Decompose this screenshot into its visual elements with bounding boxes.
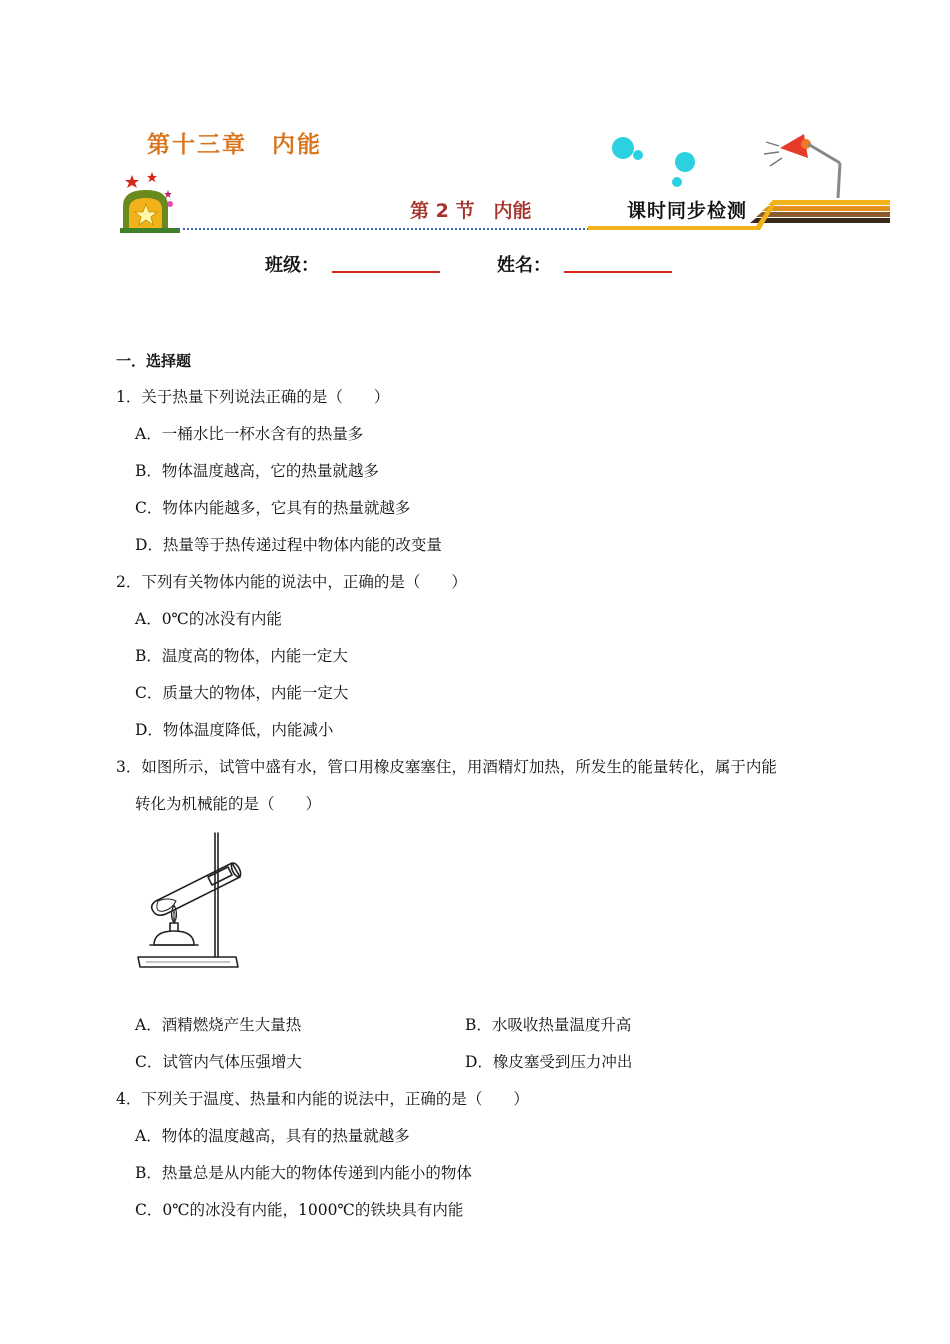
question-3-stem-line-2: 转化为机械能的是（ ） — [135, 795, 322, 813]
question-2-option-a: A．0℃的冰没有内能 — [135, 610, 282, 628]
question-4-option-b: B．热量总是从内能大的物体传递到内能小的物体 — [135, 1164, 472, 1182]
question-3-stem-line-1: 3．如图所示，试管中盛有水，管口用橡皮塞塞住，用酒精灯加热，所发生的能量转化，属于内能 — [116, 758, 777, 776]
question-3-option-c: C．试管内气体压强增大 — [135, 1053, 302, 1071]
question-1-option-b: B．物体温度越高，它的热量就越多 — [135, 462, 379, 480]
question-2-option-c: C．质量大的物体，内能一定大 — [135, 684, 349, 702]
class-field[interactable] — [332, 271, 440, 273]
sync-test-label: 课时同步检测 — [627, 200, 748, 222]
question-1-option-c: C．物体内能越多，它具有的热量就越多 — [135, 499, 411, 517]
star-badge-icon — [118, 170, 180, 234]
desk-lamp-icon — [762, 128, 852, 203]
question-3-option-a: A．酒精燃烧产生大量热 — [135, 1016, 302, 1034]
name-label: 姓名： — [497, 255, 551, 276]
question-2-stem: 2．下列有关物体内能的说法中，正确的是（ ） — [116, 573, 467, 591]
name-field[interactable] — [564, 271, 672, 273]
bubbles-icon — [608, 132, 703, 192]
question-3-option-d: D．橡皮塞受到压力冲出 — [465, 1053, 633, 1071]
banner-dotted-line — [178, 228, 593, 230]
question-2-option-b: B．温度高的物体，内能一定大 — [135, 647, 348, 665]
question-1-option-a: A．一桶水比一杯水含有的热量多 — [135, 425, 364, 443]
question-2-option-d: D．物体温度降低，内能减小 — [135, 721, 334, 739]
question-3-option-b: B．水吸收热量温度升高 — [465, 1016, 632, 1034]
class-label: 班级： — [265, 255, 319, 276]
test-tube-apparatus-figure — [136, 827, 246, 975]
section-heading: 一．选择题 — [116, 352, 192, 370]
question-4-option-c: C．0℃的冰没有内能，1000℃的铁块具有内能 — [135, 1201, 464, 1219]
question-1-option-d: D．热量等于热传递过程中物体内能的改变量 — [135, 536, 442, 554]
section-title: 第 2 节 内能 — [410, 200, 532, 222]
chapter-title: 第十三章 内能 — [147, 132, 322, 158]
question-1-stem: 1．关于热量下列说法正确的是（ ） — [116, 388, 390, 406]
question-4-stem: 4．下列关于温度、热量和内能的说法中，正确的是（ ） — [116, 1090, 529, 1108]
question-4-option-a: A．物体的温度越高，具有的热量就越多 — [135, 1127, 410, 1145]
